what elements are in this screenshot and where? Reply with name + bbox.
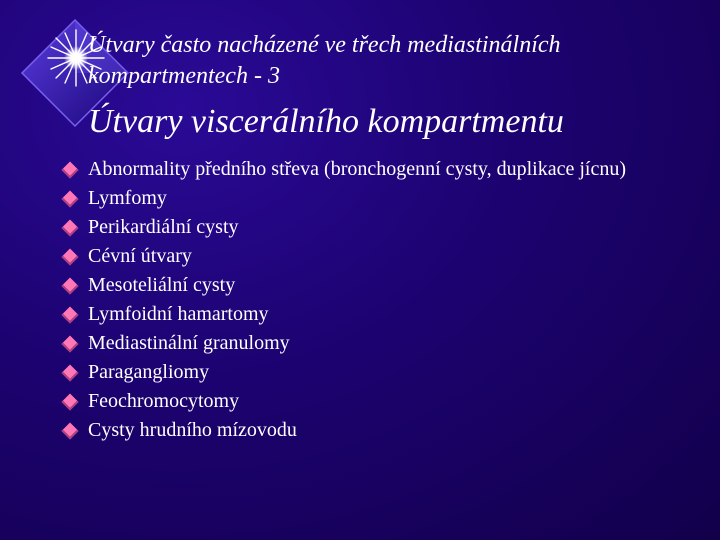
diamond-bullet-icon — [62, 191, 79, 208]
diamond-bullet-icon — [62, 162, 79, 179]
bullet-text: Lymfomy — [88, 187, 167, 209]
slide-subtitle: Útvary viscerálního kompartmentu — [88, 103, 564, 140]
bullet-item — [64, 245, 704, 268]
bullet-item — [64, 390, 704, 413]
diamond-bullet-icon — [62, 365, 79, 382]
bullet-text: Paragangliomy — [88, 361, 210, 383]
diamond-bullet-icon — [62, 394, 79, 411]
bullet-text: Perikardiální cysty — [88, 216, 239, 238]
bullet-text: Lymfoidní hamartomy — [88, 303, 269, 325]
bullet-text: Feochromocytomy — [88, 390, 240, 412]
bullet-text: Abnormality předního střeva (bronchogenní cysty, duplikace jícnu) — [88, 158, 626, 180]
bullet-text: Cévní útvary — [88, 245, 192, 267]
bullet-text: Mediastinální granulomy — [88, 332, 290, 354]
bullet-list — [64, 158, 704, 448]
bullet-text: Cysty hrudního mízovodu — [88, 419, 297, 441]
bullet-item — [64, 158, 704, 181]
bullet-item — [64, 187, 704, 210]
bullet-item — [64, 419, 704, 442]
bullet-text: Mesoteliální cysty — [88, 274, 236, 296]
bullet-item — [64, 332, 704, 355]
bullet-item — [64, 303, 704, 326]
diamond-bullet-icon — [62, 278, 79, 295]
diamond-bullet-icon — [62, 307, 79, 324]
diamond-bullet-icon — [62, 220, 79, 237]
diamond-bullet-icon — [62, 336, 79, 353]
bullet-item — [64, 361, 704, 384]
bullet-item — [64, 216, 704, 239]
diamond-bullet-icon — [62, 249, 79, 266]
diamond-bullet-icon — [62, 423, 79, 440]
slide-title: Útvary často nacházené ve třech mediastinálních kompartmentech - 3 — [88, 32, 561, 89]
bullet-item — [64, 274, 704, 297]
